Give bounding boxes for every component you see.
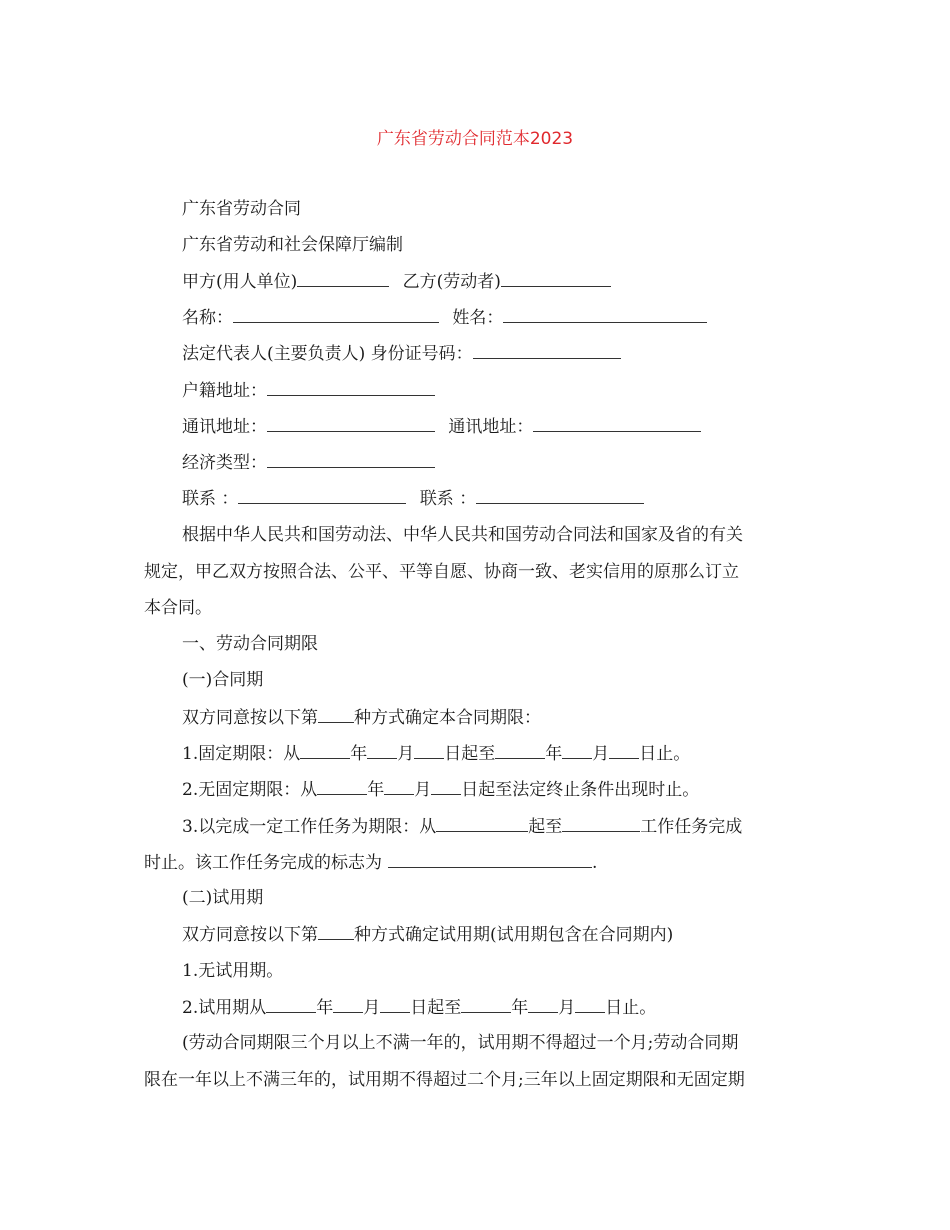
- preamble-text-2: 规定，甲乙双方按照合法、公平、平等自愿、协商一致、老实信用的原那么订立: [144, 562, 739, 582]
- company-contact-blank: [238, 487, 406, 504]
- probation-end-day-blank: [575, 996, 605, 1013]
- name-line: [182, 306, 707, 329]
- month-label: 月: [363, 998, 381, 1018]
- day-end-label: 日止。: [605, 998, 657, 1018]
- economic-type-blank: [267, 451, 435, 468]
- contract-heading-text: 广东省劳动合同: [182, 199, 301, 219]
- month-label: 月: [558, 998, 576, 1018]
- preamble-line-1: [182, 524, 743, 546]
- no-probation-text: 1.无试用期。: [182, 961, 284, 981]
- party-a-blank: [297, 270, 389, 287]
- year-label: 年: [511, 998, 529, 1018]
- probation-start-month-blank: [333, 996, 363, 1013]
- issuer-text: 广东省劳动和社会保障厅编制: [182, 235, 403, 255]
- probation-note-text-1: (劳动合同期限三个月以上不满一年的，试用期不得超过一个月;劳动合同期: [182, 1033, 739, 1053]
- probation-note-text-2: 限在一年以上不满三年的，试用期不得超过二个月;三年以上固定期限和无固定期: [144, 1070, 745, 1090]
- issuer-line: [182, 234, 403, 256]
- subsection-probation: [182, 887, 263, 909]
- household-address-label: 户籍地址：: [182, 381, 267, 401]
- probation-note-line-1: [182, 1032, 738, 1054]
- party-line: [182, 270, 611, 293]
- term-choice-prefix: 双方同意按以下第: [182, 708, 318, 728]
- section-1-heading: [182, 633, 318, 655]
- economic-type-label: 经济类型：: [182, 453, 267, 473]
- task-complete-label: 工作任务完成: [640, 817, 743, 837]
- fixed-end-year-blank: [495, 742, 545, 759]
- worker-contact-blank: [476, 487, 644, 504]
- worker-name-blank: [503, 306, 707, 323]
- task-term-label: 3.以完成一定工作任务为期限：从: [182, 817, 437, 837]
- probation-start-day-blank: [380, 996, 410, 1013]
- period-mark: .: [592, 853, 598, 873]
- probation-period-line: [182, 996, 656, 1019]
- preamble-text-1: 根据中华人民共和国劳动法、中华人民共和国劳动合同法和国家及省的有关: [182, 525, 743, 545]
- company-mailing-address-blank: [267, 415, 435, 432]
- term-choice-blank: [318, 706, 354, 723]
- day-to-label: 日起至: [410, 998, 462, 1018]
- worker-name-label: 姓名：: [452, 308, 504, 328]
- fixed-start-year-blank: [300, 742, 350, 759]
- year-label: 年: [316, 998, 334, 1018]
- probation-period-label: 2.试用期从: [182, 998, 267, 1018]
- task-completion-mark-line: [144, 851, 597, 874]
- day-to-label: 日起至: [444, 744, 496, 764]
- day-end-label: 日止。: [639, 744, 691, 764]
- month-label: 月: [592, 744, 610, 764]
- probation-choice-blank: [318, 923, 354, 940]
- document-title: 广东省劳动合同范本2023: [376, 129, 574, 149]
- preamble-line-3: [144, 597, 212, 619]
- probation-choice-suffix: 种方式确定试用期(试用期包含在合同期内): [354, 925, 674, 945]
- task-to-label: 起至: [528, 817, 563, 837]
- probation-start-year-blank: [266, 996, 316, 1013]
- party-b-label: 乙方(劳动者): [402, 272, 501, 292]
- subsection-probation-text: (二)试用期: [182, 888, 264, 908]
- mailing-address-line: [182, 415, 701, 438]
- year-label: 年: [350, 744, 368, 764]
- year-label: 年: [367, 780, 385, 800]
- worker-mailing-address-label: 通讯地址：: [448, 417, 534, 437]
- contact-line: [182, 487, 644, 510]
- worker-mailing-address-blank: [533, 415, 701, 432]
- open-start-day-blank: [431, 778, 461, 795]
- company-name-label: 名称：: [182, 308, 233, 328]
- preamble-text-3: 本合同。: [144, 598, 212, 618]
- year-label: 年: [545, 744, 563, 764]
- task-start-blank: [436, 815, 528, 832]
- open-term-label: 2.无固定期限：从: [182, 780, 318, 800]
- open-start-month-blank: [384, 778, 414, 795]
- fixed-end-month-blank: [562, 742, 592, 759]
- no-probation-line: [182, 960, 283, 982]
- task-end-blank: [562, 815, 640, 832]
- probation-choice-line: [182, 923, 673, 946]
- task-term-line: [182, 815, 742, 838]
- representative-line: [182, 342, 621, 365]
- month-label: 月: [397, 744, 415, 764]
- fixed-start-month-blank: [367, 742, 397, 759]
- party-b-blank: [501, 270, 611, 287]
- term-choice-suffix: 种方式确定本合同期限：: [354, 708, 541, 728]
- fixed-term-line: [182, 742, 690, 765]
- section-1-heading-text: 一、劳动合同期限: [182, 634, 318, 654]
- company-mailing-address-label: 通讯地址：: [182, 417, 267, 437]
- month-label: 月: [414, 780, 432, 800]
- probation-end-year-blank: [461, 996, 511, 1013]
- probation-choice-prefix: 双方同意按以下第: [182, 925, 318, 945]
- probation-note-line-2: [144, 1069, 745, 1091]
- task-completion-mark-label: 时止。该工作任务完成的标志为: [144, 853, 382, 873]
- fixed-start-day-blank: [414, 742, 444, 759]
- open-start-year-blank: [317, 778, 367, 795]
- party-a-label: 甲方(用人单位): [182, 272, 298, 292]
- subsection-contract-term: [182, 669, 263, 691]
- company-contact-label: 联系 ：: [182, 489, 239, 509]
- economic-type-line: [182, 451, 435, 474]
- open-term-line: [182, 778, 699, 801]
- subsection-contract-term-text: (一)合同期: [182, 670, 264, 690]
- worker-contact-label: 联系 ：: [419, 489, 477, 509]
- representative-id-label: 法定代表人(主要负责人) 身份证号码：: [182, 344, 473, 364]
- id-number-blank: [473, 342, 621, 359]
- company-name-blank: [233, 306, 439, 323]
- fixed-term-label: 1.固定期限：从: [182, 744, 301, 764]
- contract-heading: [182, 198, 301, 220]
- fixed-end-day-blank: [609, 742, 639, 759]
- household-address-line: [182, 379, 435, 402]
- open-term-end-text: 日起至法定终止条件出现时止。: [461, 780, 700, 800]
- preamble-line-2: [144, 561, 739, 583]
- household-address-blank: [267, 379, 435, 396]
- probation-end-month-blank: [528, 996, 558, 1013]
- term-choice-line: [182, 706, 541, 729]
- task-completion-mark-blank: [388, 851, 592, 868]
